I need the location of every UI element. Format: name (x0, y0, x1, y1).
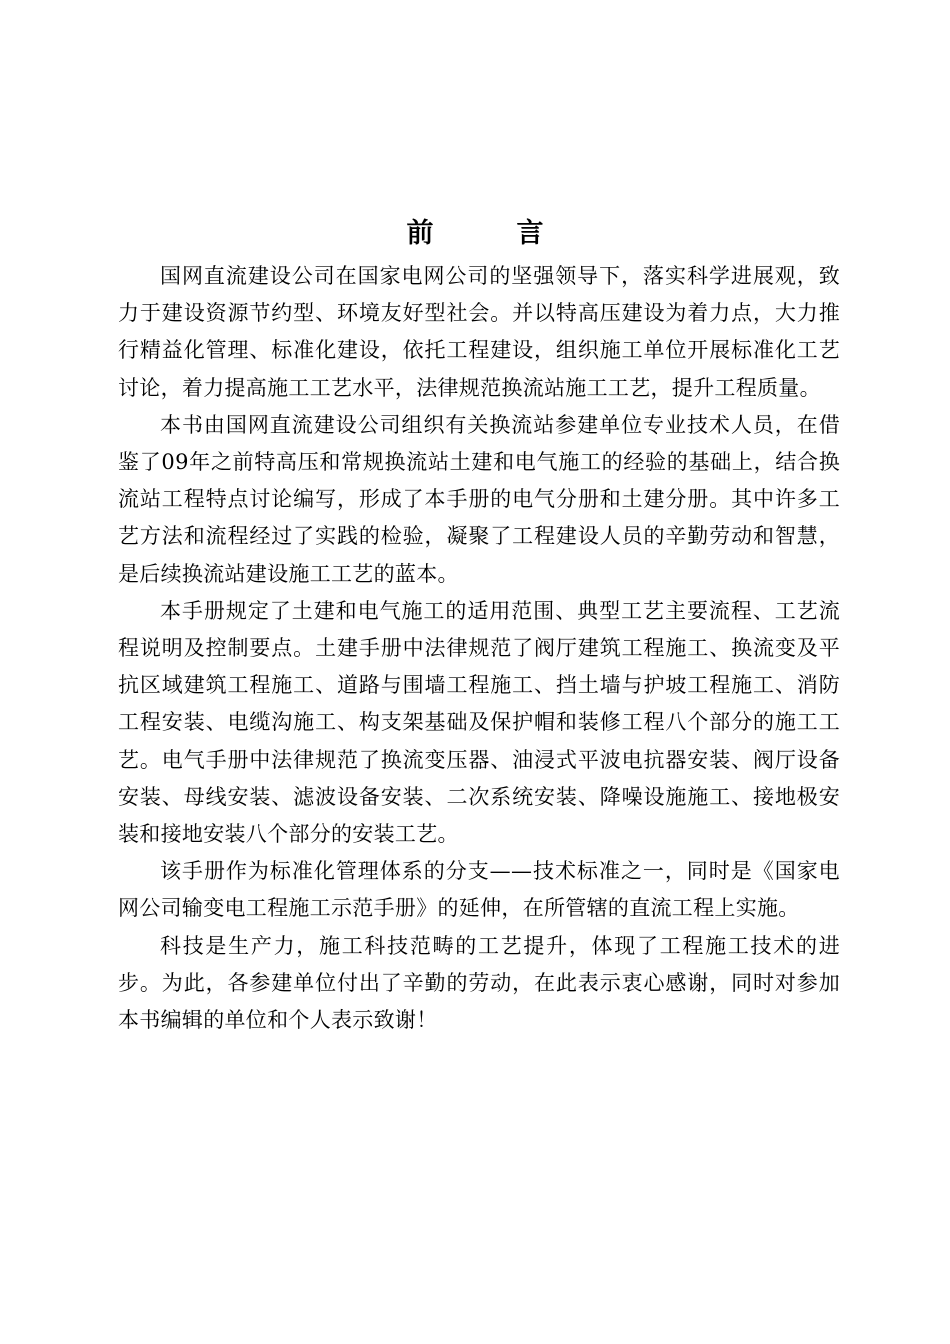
paragraph-5: 科技是生产力，施工科技范畴的工艺提升，体现了工程施工技术的进步。为此，各参建单位付出了辛勤的劳动，在此表示衷心感谢，同时对参加本书编辑的单位和个人表示致谢！ (118, 933, 840, 1033)
preface-body (118, 258, 840, 1039)
page-title: 前 言 (406, 218, 572, 250)
paragraph-1: 国网直流建设公司在国家电网公司的坚强领导下，落实科学进展观，致力于建设资源节约型、环境友好型社会。并以特高压建设为着力点，大力推行精益化管理、标准化建设，依托工程建设，组织施工单位开展标准化工艺讨论，着力提高施工工艺水平，法律规范换流站施工工艺，提升工程质量。 (118, 264, 840, 400)
paragraph-3: 本手册规定了土建和电气施工的适用范围、典型工艺主要流程、工艺流程说明及控制要点。土建手册中法律规范了阀厅建筑工程施工、换流变及平抗区域建筑工程施工、道路与围墙工程施工、挡土墙与护坡工程施工、消防工程安装、电缆沟施工、构支架基础及保护帽和装修工程八个部分的施工工艺。电气手册中法律规范了换流变压器、油浸式平波电抗器安装、阀厅设备安装、母线安装、滤波设备安装、二次系统安装、降噪设施施工、接地极安装和接地安装八个部分的安装工艺。 (118, 598, 840, 847)
paragraph-4: 该手册作为标准化管理体系的分支——技术标准之一，同时是《国家电网公司输变电工程施工示范手册》的延伸，在所管辖的直流工程上实施。 (118, 859, 840, 921)
paragraph-2: 本书由国网直流建设公司组织有关换流站参建单位专业技术人员，在借鉴了09年之前特高压和常规换流站土建和电气施工的经验的基础上，结合换流站工程特点讨论编写，形成了本手册的电气分册和土建分册。其中许多工艺方法和流程经过了实践的检验，凝聚了工程建设人员的辛勤劳动和智慧，是后续换流站建设施工工艺的蓝本。 (118, 412, 840, 586)
